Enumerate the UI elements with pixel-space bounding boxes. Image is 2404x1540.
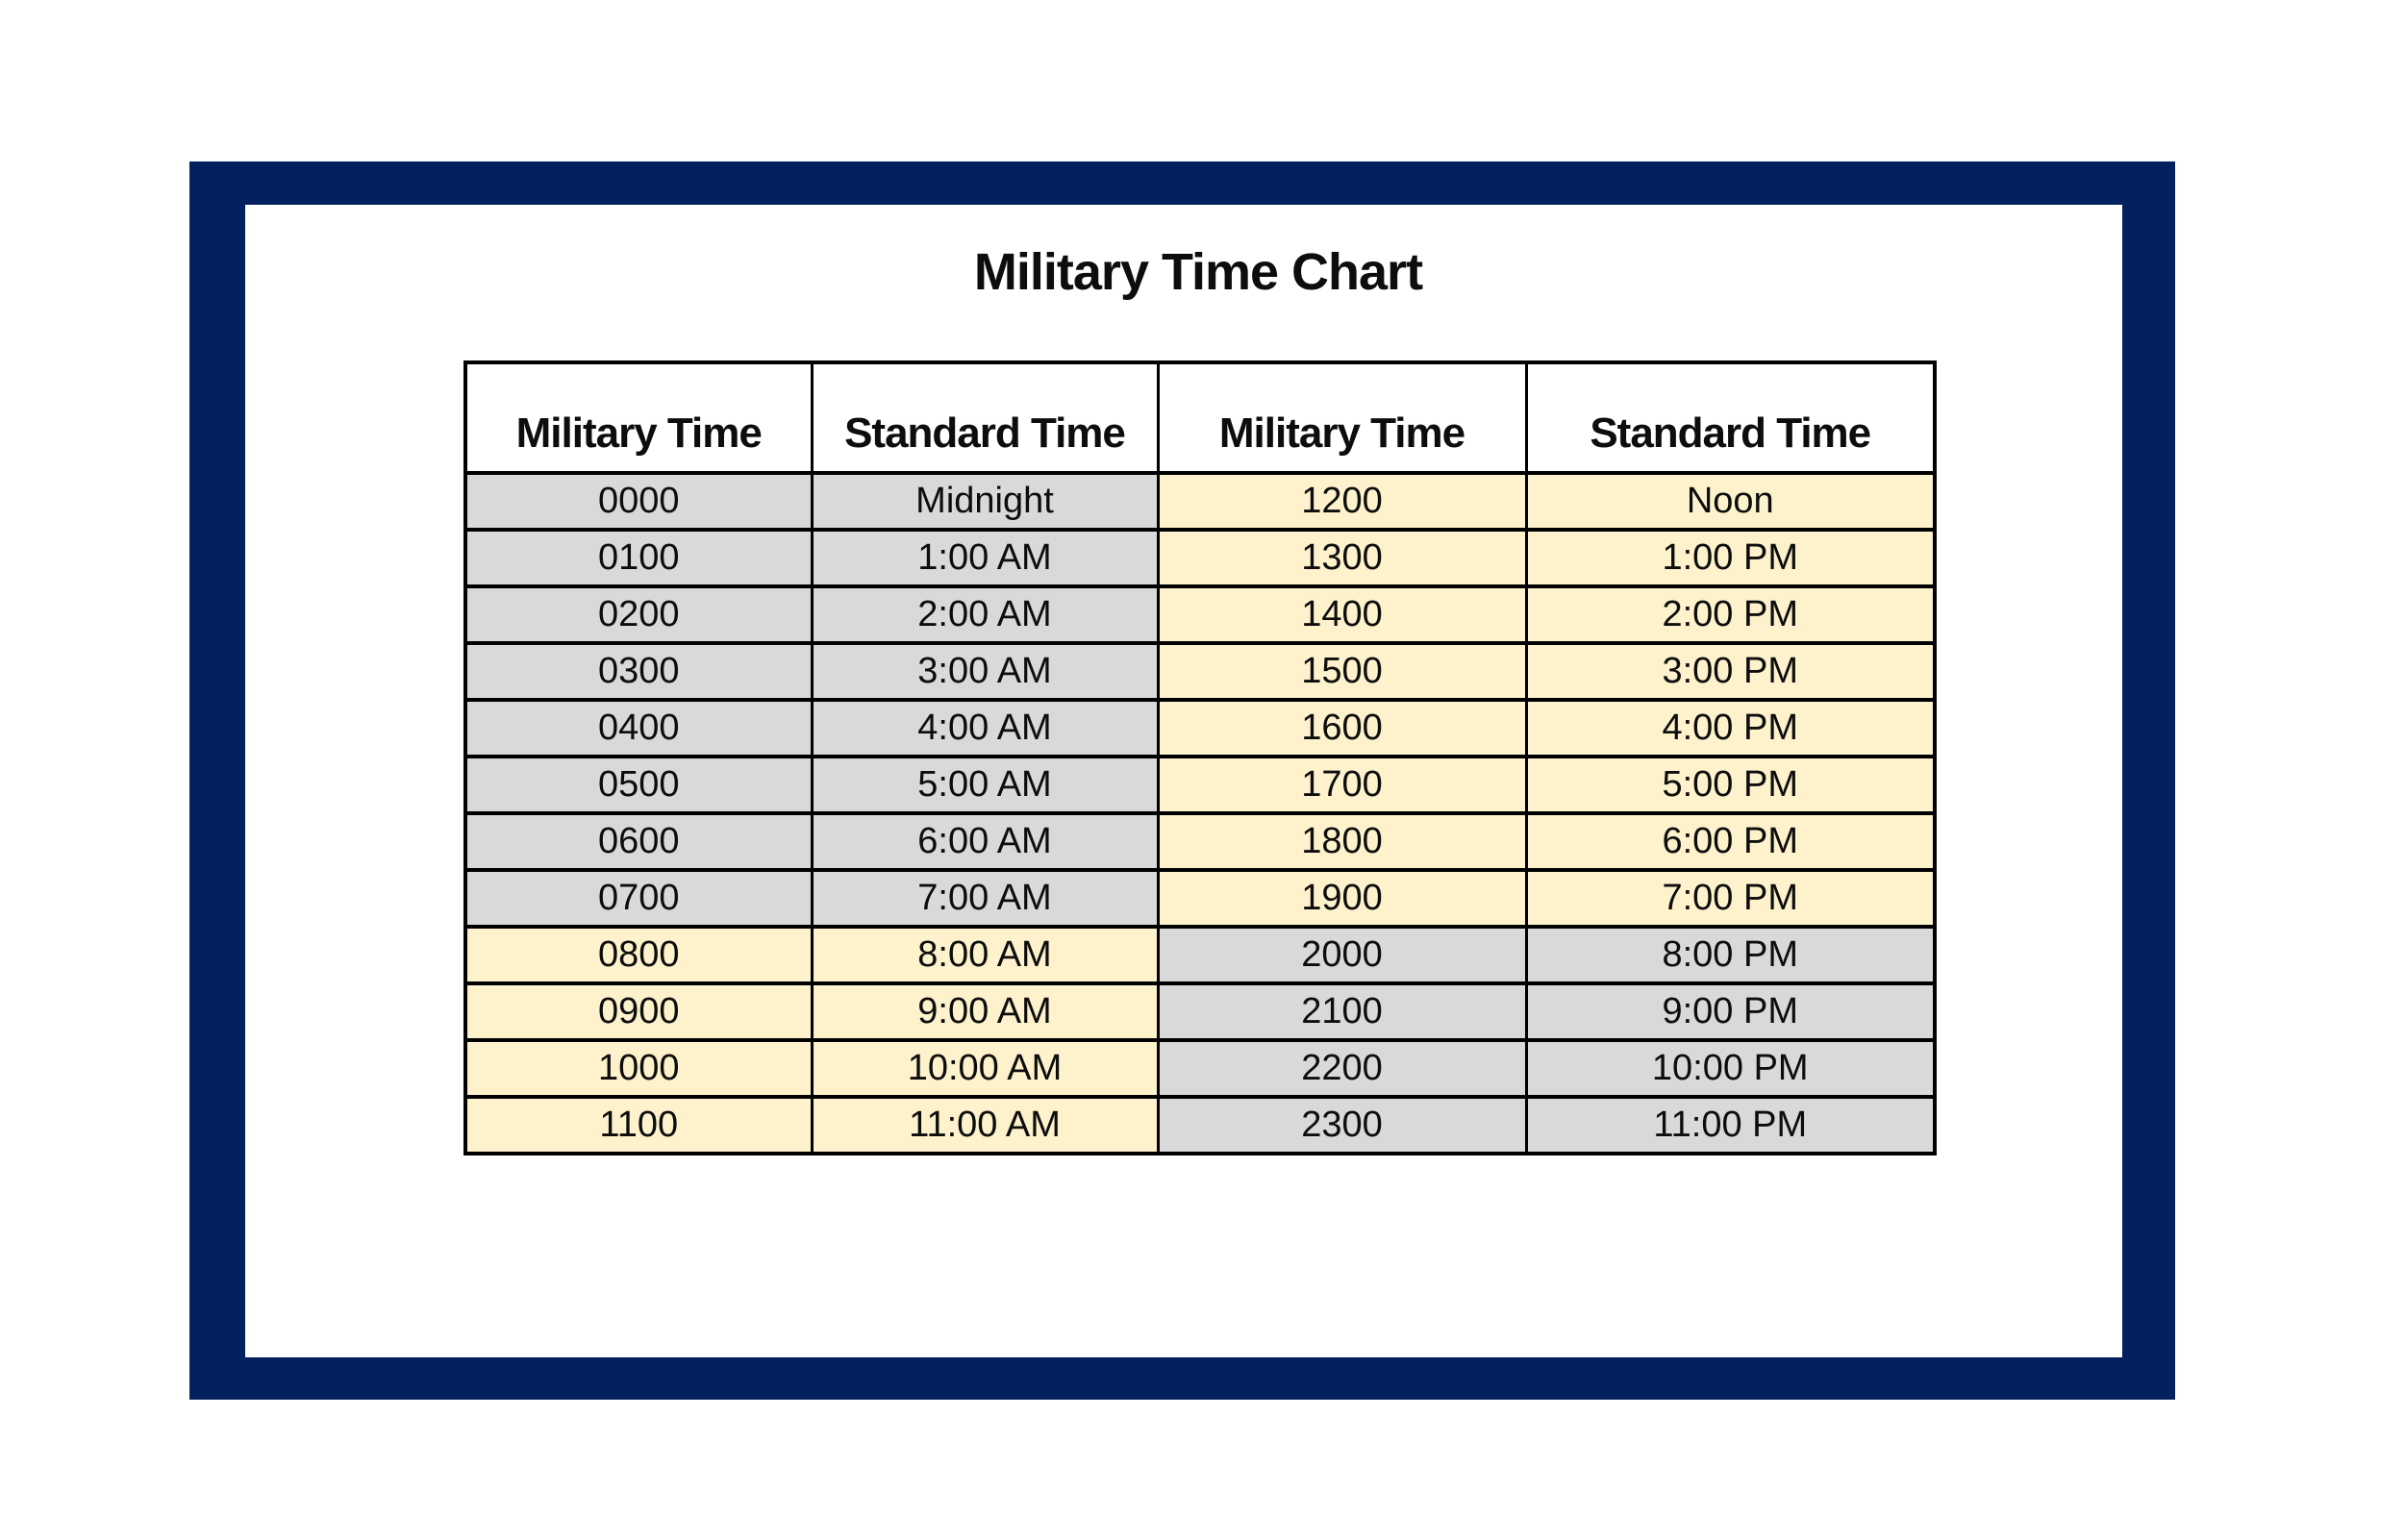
standard-time-cell: 8:00 PM: [1526, 927, 1935, 983]
table-row: [465, 473, 1935, 530]
table-row: [465, 530, 1935, 586]
military-time-cell: 0600: [465, 813, 812, 870]
military-time-cell: 1900: [1158, 870, 1526, 927]
column-header-standard-time-1: Standard Time: [812, 362, 1158, 473]
time-table: [463, 360, 1937, 1155]
column-header-military-time-2: Military Time: [1158, 362, 1526, 473]
military-time-cell: 0200: [465, 586, 812, 643]
military-time-cell: 0900: [465, 983, 812, 1040]
table-row: [465, 927, 1935, 983]
column-header-military-time-1: Military Time: [465, 362, 812, 473]
standard-time-cell: 7:00 AM: [812, 870, 1158, 927]
military-time-cell: 1800: [1158, 813, 1526, 870]
standard-time-cell: 1:00 AM: [812, 530, 1158, 586]
standard-time-cell: 2:00 PM: [1526, 586, 1935, 643]
military-time-cell: 2100: [1158, 983, 1526, 1040]
military-time-cell: 2300: [1158, 1097, 1526, 1154]
military-time-cell: 0100: [465, 530, 812, 586]
military-time-cell: 1700: [1158, 757, 1526, 813]
standard-time-cell: 9:00 PM: [1526, 983, 1935, 1040]
standard-time-cell: 4:00 AM: [812, 700, 1158, 757]
table-row: [465, 1040, 1935, 1097]
standard-time-cell: 1:00 PM: [1526, 530, 1935, 586]
table-row: [465, 757, 1935, 813]
standard-time-cell: 10:00 PM: [1526, 1040, 1935, 1097]
military-time-cell: 0300: [465, 643, 812, 700]
military-time-cell: 0400: [465, 700, 812, 757]
military-time-cell: 0800: [465, 927, 812, 983]
time-table-body: [465, 473, 1935, 1154]
table-row: [465, 813, 1935, 870]
table-header-row: [465, 362, 1935, 473]
table-row: [465, 870, 1935, 927]
page-title: Military Time Chart: [973, 243, 1423, 301]
military-time-cell: 1300: [1158, 530, 1526, 586]
standard-time-cell: 7:00 PM: [1526, 870, 1935, 927]
military-time-cell: 1200: [1158, 473, 1526, 530]
standard-time-cell: 3:00 PM: [1526, 643, 1935, 700]
standard-time-cell: 5:00 AM: [812, 757, 1158, 813]
military-time-cell: 0700: [465, 870, 812, 927]
standard-time-cell: 3:00 AM: [812, 643, 1158, 700]
standard-time-cell: 11:00 PM: [1526, 1097, 1935, 1154]
table-row: [465, 983, 1935, 1040]
standard-time-cell: 2:00 AM: [812, 586, 1158, 643]
military-time-cell: 0000: [465, 473, 812, 530]
military-time-cell: 2000: [1158, 927, 1526, 983]
table-row: [465, 643, 1935, 700]
table-row: [465, 700, 1935, 757]
standard-time-cell: 6:00 AM: [812, 813, 1158, 870]
military-time-cell: 2200: [1158, 1040, 1526, 1097]
standard-time-cell: 11:00 AM: [812, 1097, 1158, 1154]
military-time-cell: 1100: [465, 1097, 812, 1154]
military-time-cell: 1400: [1158, 586, 1526, 643]
military-time-cell: 1500: [1158, 643, 1526, 700]
standard-time-cell: Noon: [1526, 473, 1935, 530]
table-row: [465, 586, 1935, 643]
standard-time-cell: 6:00 PM: [1526, 813, 1935, 870]
standard-time-cell: Midnight: [812, 473, 1158, 530]
military-time-cell: 1600: [1158, 700, 1526, 757]
standard-time-cell: 10:00 AM: [812, 1040, 1158, 1097]
column-header-standard-time-2: Standard Time: [1526, 362, 1935, 473]
standard-time-cell: 4:00 PM: [1526, 700, 1935, 757]
standard-time-cell: 8:00 AM: [812, 927, 1158, 983]
standard-time-cell: 5:00 PM: [1526, 757, 1935, 813]
military-time-cell: 0500: [465, 757, 812, 813]
table-row: [465, 1097, 1935, 1154]
standard-time-cell: 9:00 AM: [812, 983, 1158, 1040]
military-time-cell: 1000: [465, 1040, 812, 1097]
